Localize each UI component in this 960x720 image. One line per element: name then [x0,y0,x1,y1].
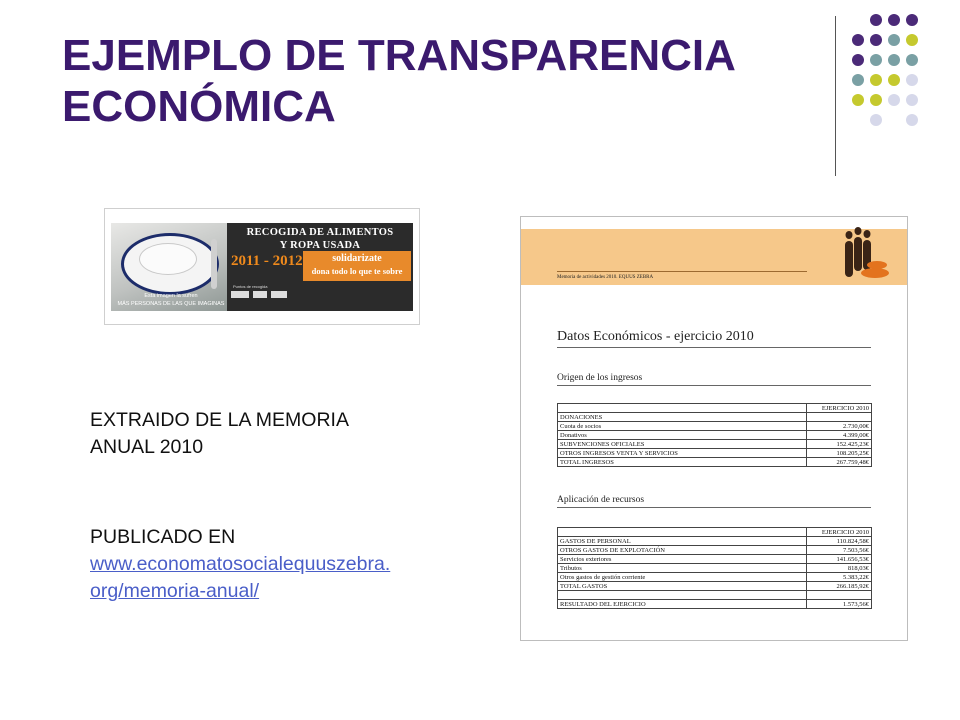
row-label: TOTAL GASTOS [558,582,807,591]
row-value: 7.503,56€ [807,546,872,555]
decorative-dot [852,54,864,66]
row-label: Otros gastos de gestión corriente [558,573,807,582]
table-row [558,422,872,431]
table-column-header: EJERCICIO 2010 [807,528,872,537]
decorative-dot [852,94,864,106]
row-value: 152.425,23€ [807,440,872,449]
decorative-dot [906,74,918,86]
row-label: DONACIONES [558,413,807,422]
table-row [558,600,872,609]
table-row [558,449,872,458]
decorative-dot [870,34,882,46]
header-underline [557,271,807,272]
table-cell [558,404,807,413]
decorative-dot [852,34,864,46]
annual-report-page [520,216,908,641]
decorative-dot [852,74,864,86]
income-heading-rule [557,385,871,386]
banner-tagline-2: dona todo lo que te sobre [311,266,403,276]
sponsor-logo-icon [231,291,249,298]
row-label: Servicios exteriores [558,555,807,564]
table-row [558,564,872,573]
decorative-divider [835,16,836,176]
decorative-dot [906,114,918,126]
slide-title-line2: ECONÓMICA [62,82,336,131]
slide-title [62,30,822,132]
sponsor-logo-icon [271,291,287,298]
table-cell [558,528,807,537]
decorative-dot [888,74,900,86]
decorative-dot [888,14,900,26]
published-label: PUBLICADO EN [90,526,236,548]
row-label: SUBVENCIONES OFICIALES [558,440,807,449]
decorative-dot [906,54,918,66]
row-value: 108.205,25€ [807,449,872,458]
table-row [558,440,872,449]
banner-text-panel [227,223,413,311]
decorative-dot [870,14,882,26]
table-row [558,537,872,546]
row-label: TOTAL INGRESOS [558,458,807,467]
banner-tagline-1: solidarizate [332,253,382,264]
table-row [558,458,872,467]
food-drive-banner [104,208,420,325]
row-value: 818,03€ [807,564,872,573]
banner-years: 2011 - 2012 [231,253,303,269]
row-value [807,591,872,600]
decorative-dot [888,34,900,46]
decorative-dot [906,94,918,106]
decorative-dot [870,114,882,126]
spoon-icon [211,239,217,289]
row-value: 5.383,22€ [807,573,872,582]
table-row [558,413,872,422]
decorative-dot [906,34,918,46]
source-line-2: ANUAL 2010 [90,436,204,458]
table-row [558,528,872,537]
row-label: GASTOS DE PERSONAL [558,537,807,546]
row-value: 141.656,53€ [807,555,872,564]
empty-plate-photo [111,223,227,311]
report-running-header: Memoria de actividades 2010. EQUUS ZEBRA [557,275,654,280]
decorative-dot [870,54,882,66]
decorative-dot [870,74,882,86]
banner-title-line2: Y ROPA USADA [279,240,361,251]
heading-rule [557,347,871,348]
expense-heading: Aplicación de recursos [557,495,645,505]
decorative-dot [906,14,918,26]
photo-caption-1: Esta imagen la sufren [144,293,198,299]
row-label: RESULTADO DEL EJERCICIO [558,600,807,609]
report-main-heading: Datos Económicos - ejercicio 2010 [557,329,754,344]
plate-inner [139,243,197,275]
table-row [558,573,872,582]
row-label [558,591,807,600]
table-row [558,546,872,555]
row-label: Tributos [558,564,807,573]
row-label: Cuota de socios [558,422,807,431]
row-value: 1.573,56€ [807,600,872,609]
row-value [807,413,872,422]
table-row [558,591,872,600]
banner-title-line1: RECOGIDA DE ALIMENTOS [246,227,394,238]
memoria-link-line1[interactable]: www.economatosocialequuszebra. [90,553,391,575]
sponsor-logo-icon [253,291,267,298]
table-row [558,555,872,564]
row-label: Donativos [558,431,807,440]
source-line-1: EXTRAIDO DE LA MEMORIA [90,409,349,431]
decorative-dot [870,94,882,106]
decorative-dot-grid [852,14,952,154]
row-value: 2.730,00€ [807,422,872,431]
row-label: OTROS GASTOS DE EXPLOTACIÓN [558,546,807,555]
collection-points-label: Puntos de recogida [233,284,268,289]
decorative-dot [888,54,900,66]
organization-logo-icon [839,225,897,287]
table-row [558,404,872,413]
row-value: 267.759,48€ [807,458,872,467]
expense-table [557,527,872,609]
row-value: 266.185,92€ [807,582,872,591]
table-column-header: EJERCICIO 2010 [807,404,872,413]
table-row [558,582,872,591]
row-value: 4.399,00€ [807,431,872,440]
memoria-link-line2[interactable]: org/memoria-anual/ [90,580,260,602]
income-table [557,403,872,467]
table-row [558,431,872,440]
photo-caption-2: MÁS PERSONAS DE LAS QUE IMAGINAS [117,301,225,307]
income-heading: Origen de los ingresos [557,373,643,383]
banner-tagline-box [303,251,411,281]
slide-title-line1: EJEMPLO DE TRANSPARENCIA [62,31,736,80]
expense-heading-rule [557,507,871,508]
row-value: 110.824,58€ [807,537,872,546]
row-label: OTROS INGRESOS VENTA Y SERVICIOS [558,449,807,458]
decorative-dot [888,94,900,106]
